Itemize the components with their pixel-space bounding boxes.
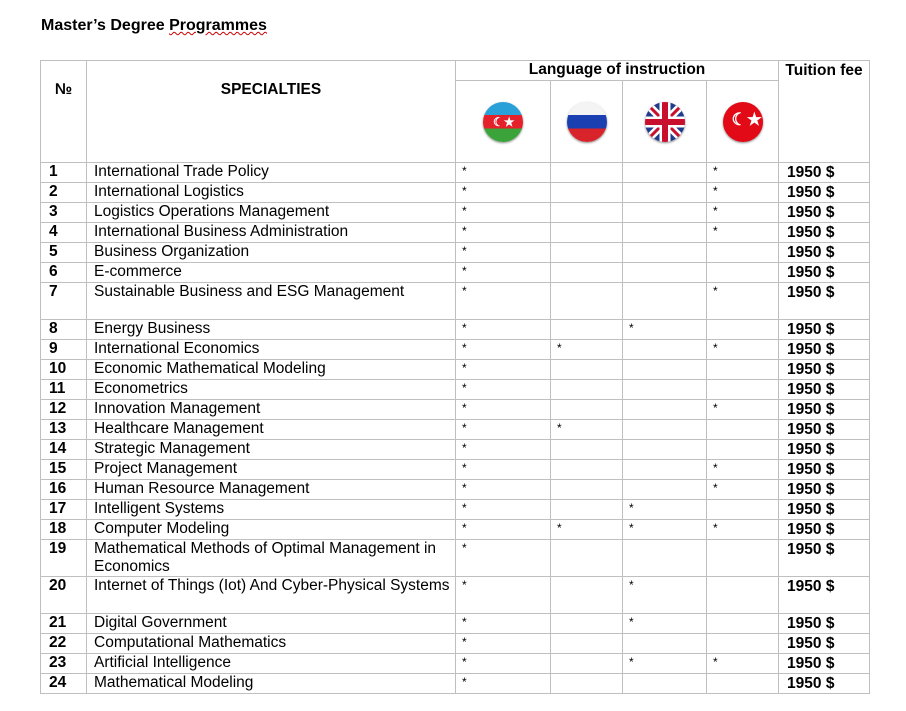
turkish-mark: * (707, 203, 779, 223)
table-row (41, 320, 870, 340)
turkish-mark (707, 614, 779, 634)
row-number: 4 (41, 223, 87, 243)
english-mark (623, 440, 707, 460)
tuition-fee: 1950 $ (779, 340, 870, 360)
english-mark: * (623, 320, 707, 340)
specialty-name: Computational Mathematics (87, 634, 456, 654)
english-mark (623, 634, 707, 654)
row-number: 24 (41, 674, 87, 694)
table-row (41, 163, 870, 183)
english-mark (623, 400, 707, 420)
english-mark (623, 183, 707, 203)
table-row (41, 420, 870, 440)
specialty-name: Logistics Operations Management (87, 203, 456, 223)
table-row (41, 440, 870, 460)
azerbaijani-mark: * (456, 440, 551, 460)
row-number: 8 (41, 320, 87, 340)
table-row (41, 520, 870, 540)
row-number: 17 (41, 500, 87, 520)
azerbaijani-mark: * (456, 400, 551, 420)
specialty-name: Internet of Things (Iot) And Cyber-Physical Systems (87, 577, 456, 614)
tuition-fee: 1950 $ (779, 654, 870, 674)
english-mark (623, 420, 707, 440)
specialty-name: Strategic Management (87, 440, 456, 460)
row-number: 6 (41, 263, 87, 283)
table-row (41, 243, 870, 263)
azerbaijani-mark: * (456, 654, 551, 674)
specialty-name: International Logistics (87, 183, 456, 203)
row-number: 16 (41, 480, 87, 500)
table-row (41, 223, 870, 243)
tuition-fee: 1950 $ (779, 360, 870, 380)
english-mark (623, 540, 707, 577)
azerbaijani-mark: * (456, 243, 551, 263)
table-row (41, 263, 870, 283)
russian-mark (551, 203, 623, 223)
azerbaijani-mark: * (456, 634, 551, 654)
russian-mark (551, 460, 623, 480)
specialty-name: International Trade Policy (87, 163, 456, 183)
english-mark (623, 263, 707, 283)
specialty-name: Healthcare Management (87, 420, 456, 440)
table-row (41, 480, 870, 500)
specialty-name: Project Management (87, 460, 456, 480)
russian-mark (551, 360, 623, 380)
english-mark (623, 460, 707, 480)
turkish-mark (707, 634, 779, 654)
tuition-fee: 1950 $ (779, 500, 870, 520)
turkish-mark (707, 440, 779, 460)
header-language: Language of instruction (456, 61, 779, 81)
specialty-name: Sustainable Business and ESG Management (87, 283, 456, 320)
russian-mark (551, 654, 623, 674)
row-number: 20 (41, 577, 87, 614)
specialty-name: Mathematical Modeling (87, 674, 456, 694)
azerbaijani-mark: * (456, 540, 551, 577)
azerbaijani-mark: * (456, 380, 551, 400)
russian-mark (551, 320, 623, 340)
russian-mark (551, 577, 623, 614)
table-row (41, 540, 870, 577)
russian-mark (551, 183, 623, 203)
tuition-fee: 1950 $ (779, 243, 870, 263)
table-row (41, 283, 870, 320)
row-number: 10 (41, 360, 87, 380)
azerbaijani-mark: * (456, 263, 551, 283)
azerbaijani-mark: * (456, 460, 551, 480)
azerbaijani-mark: * (456, 340, 551, 360)
russian-mark (551, 674, 623, 694)
russian-mark (551, 500, 623, 520)
row-number: 14 (41, 440, 87, 460)
tuition-fee: 1950 $ (779, 540, 870, 577)
tuition-fee: 1950 $ (779, 380, 870, 400)
row-number: 19 (41, 540, 87, 577)
turkish-mark (707, 420, 779, 440)
tuition-fee: 1950 $ (779, 460, 870, 480)
specialty-name: E-commerce (87, 263, 456, 283)
row-number: 9 (41, 340, 87, 360)
turkish-mark (707, 577, 779, 614)
title-text: Master’s Degree (41, 17, 170, 34)
row-number: 13 (41, 420, 87, 440)
azerbaijani-mark: * (456, 320, 551, 340)
russian-mark (551, 243, 623, 263)
turkish-mark: * (707, 460, 779, 480)
azerbaijani-mark: * (456, 223, 551, 243)
turkish-mark (707, 360, 779, 380)
tuition-fee: 1950 $ (779, 320, 870, 340)
table-row (41, 183, 870, 203)
specialty-name: International Business Administration (87, 223, 456, 243)
tuition-fee: 1950 $ (779, 223, 870, 243)
turkish-mark: * (707, 400, 779, 420)
azerbaijani-mark: * (456, 283, 551, 320)
russian-mark (551, 283, 623, 320)
tuition-fee: 1950 $ (779, 283, 870, 320)
header-specialties: SPECIALTIES (87, 61, 456, 163)
row-number: 21 (41, 614, 87, 634)
tuition-fee: 1950 $ (779, 163, 870, 183)
english-mark: * (623, 500, 707, 520)
row-number: 12 (41, 400, 87, 420)
russian-mark: * (551, 340, 623, 360)
specialty-name: Economic Mathematical Modeling (87, 360, 456, 380)
table-row (41, 674, 870, 694)
table-row (41, 340, 870, 360)
table-row (41, 400, 870, 420)
turkish-mark: * (707, 163, 779, 183)
english-mark (623, 340, 707, 360)
russian-mark (551, 634, 623, 654)
tuition-fee: 1950 $ (779, 674, 870, 694)
title-underlined-word: Programmes (169, 17, 267, 34)
header-number: № (41, 61, 87, 163)
turkish-mark (707, 263, 779, 283)
page-title (41, 17, 267, 35)
table-row (41, 380, 870, 400)
turkish-mark (707, 674, 779, 694)
english-mark: * (623, 654, 707, 674)
table-row (41, 614, 870, 634)
azerbaijani-mark: * (456, 614, 551, 634)
specialty-name: Business Organization (87, 243, 456, 263)
english-mark (623, 360, 707, 380)
specialty-name: Computer Modeling (87, 520, 456, 540)
english-mark: * (623, 577, 707, 614)
tuition-fee: 1950 $ (779, 480, 870, 500)
azerbaijani-mark: * (456, 577, 551, 614)
russian-mark (551, 223, 623, 243)
table-row (41, 634, 870, 654)
row-number: 3 (41, 203, 87, 223)
specialty-name: Digital Government (87, 614, 456, 634)
tuition-fee: 1950 $ (779, 634, 870, 654)
azerbaijan-flag-icon (483, 102, 523, 142)
russian-mark: * (551, 520, 623, 540)
specialty-name: International Economics (87, 340, 456, 360)
english-mark (623, 203, 707, 223)
row-number: 15 (41, 460, 87, 480)
english-mark (623, 243, 707, 263)
tuition-fee: 1950 $ (779, 440, 870, 460)
russia-flag-icon (567, 102, 607, 142)
azerbaijani-mark: * (456, 360, 551, 380)
row-number: 23 (41, 654, 87, 674)
specialty-name: Econometrics (87, 380, 456, 400)
english-mark: * (623, 520, 707, 540)
azerbaijani-mark: * (456, 420, 551, 440)
table-row (41, 577, 870, 614)
table-row (41, 360, 870, 380)
turkey-flag-icon (723, 102, 763, 142)
row-number: 2 (41, 183, 87, 203)
table-row (41, 203, 870, 223)
russian-mark (551, 380, 623, 400)
russian-mark (551, 400, 623, 420)
russian-mark (551, 614, 623, 634)
header-tuition: Tuition fee (779, 61, 870, 163)
row-number: 22 (41, 634, 87, 654)
russian-mark (551, 440, 623, 460)
russian-mark (551, 540, 623, 577)
tuition-fee: 1950 $ (779, 577, 870, 614)
programmes-table (40, 60, 870, 694)
specialty-name: Intelligent Systems (87, 500, 456, 520)
turkish-mark (707, 320, 779, 340)
english-mark (623, 380, 707, 400)
turkish-mark (707, 540, 779, 577)
azerbaijani-mark: * (456, 520, 551, 540)
tuition-fee: 1950 $ (779, 183, 870, 203)
english-mark (623, 283, 707, 320)
russian-mark: * (551, 420, 623, 440)
turkish-mark: * (707, 654, 779, 674)
row-number: 1 (41, 163, 87, 183)
azerbaijani-mark: * (456, 183, 551, 203)
russian-mark (551, 480, 623, 500)
tuition-fee: 1950 $ (779, 420, 870, 440)
specialty-name: Artificial Intelligence (87, 654, 456, 674)
english-mark (623, 674, 707, 694)
turkish-mark: * (707, 520, 779, 540)
turkish-mark: * (707, 340, 779, 360)
table-row (41, 460, 870, 480)
specialty-name: Energy Business (87, 320, 456, 340)
azerbaijani-mark: * (456, 480, 551, 500)
turkish-mark (707, 243, 779, 263)
turkish-mark: * (707, 283, 779, 320)
turkish-mark: * (707, 223, 779, 243)
tuition-fee: 1950 $ (779, 614, 870, 634)
azerbaijani-mark: * (456, 500, 551, 520)
tuition-fee: 1950 $ (779, 263, 870, 283)
tuition-fee: 1950 $ (779, 203, 870, 223)
russian-mark (551, 163, 623, 183)
specialty-name: Mathematical Methods of Optimal Management in Economics (87, 540, 456, 577)
english-mark (623, 480, 707, 500)
tuition-fee: 1950 $ (779, 400, 870, 420)
row-number: 5 (41, 243, 87, 263)
english-mark: * (623, 614, 707, 634)
russian-mark (551, 263, 623, 283)
azerbaijani-mark: * (456, 203, 551, 223)
specialty-name: Innovation Management (87, 400, 456, 420)
uk-flag-icon (645, 102, 685, 142)
row-number: 7 (41, 283, 87, 320)
specialty-name: Human Resource Management (87, 480, 456, 500)
tuition-fee: 1950 $ (779, 520, 870, 540)
english-mark (623, 223, 707, 243)
turkish-mark (707, 500, 779, 520)
row-number: 11 (41, 380, 87, 400)
english-mark (623, 163, 707, 183)
turkish-mark: * (707, 480, 779, 500)
turkish-mark: * (707, 183, 779, 203)
azerbaijani-mark: * (456, 674, 551, 694)
table-row (41, 654, 870, 674)
table-row (41, 500, 870, 520)
azerbaijani-mark: * (456, 163, 551, 183)
row-number: 18 (41, 520, 87, 540)
turkish-mark (707, 380, 779, 400)
